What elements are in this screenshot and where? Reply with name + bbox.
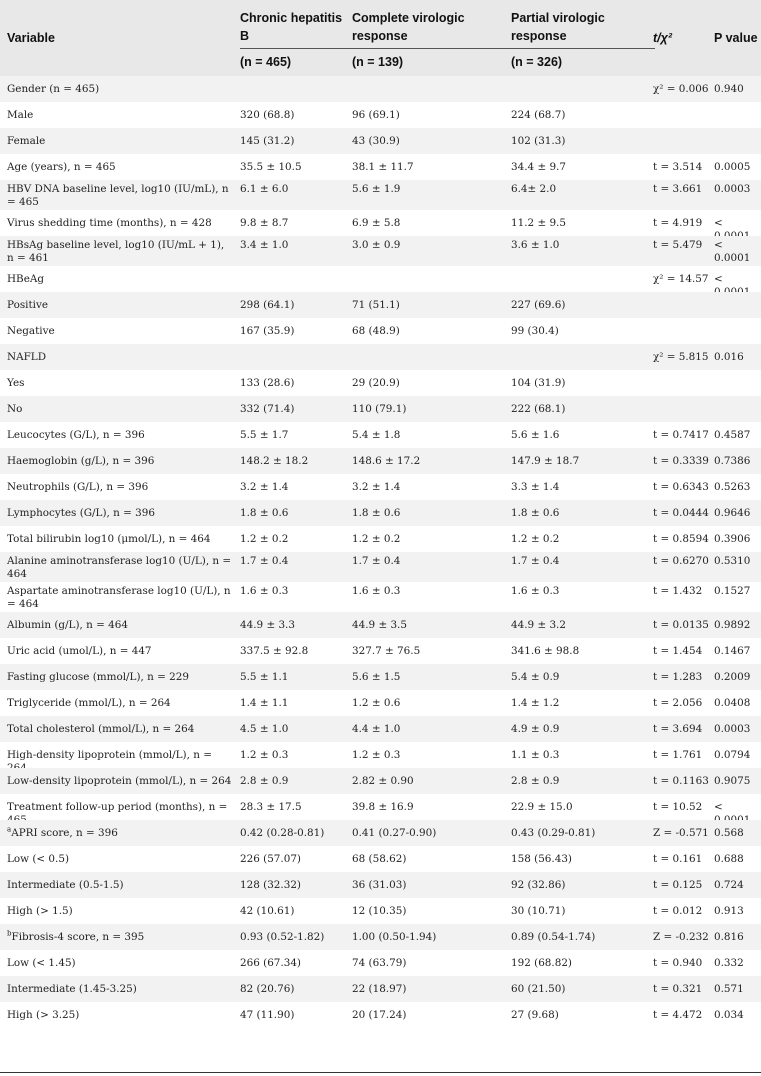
table-row [0, 638, 761, 664]
row-label: Neutrophils (G/L), n = 396 [7, 481, 149, 493]
cell-test-statistic: t = 0.6270 [653, 555, 709, 567]
table-row [0, 664, 761, 690]
row-label: Positive [7, 299, 48, 311]
cell-partial-response: 99 (30.4) [511, 325, 559, 337]
cell-complete-response: 43 (30.9) [352, 135, 400, 147]
cell-complete-response: 6.9 ± 5.8 [352, 217, 401, 229]
header-chb-line2: B [240, 29, 250, 43]
cell-p-value: 0.034 [714, 1009, 744, 1021]
cell-chronic-hepatitis-b: 28.3 ± 17.5 [240, 801, 302, 813]
cell-p-value: 0.4587 [714, 429, 751, 441]
row-label: Yes [7, 377, 25, 389]
cell-complete-response: 5.4 ± 1.8 [352, 429, 401, 441]
cell-p-value: 0.688 [714, 853, 744, 865]
cell-chronic-hepatitis-b: 337.5 ± 92.8 [240, 645, 309, 657]
row-label: Negative [7, 325, 55, 337]
row-label: Treatment follow-up period (months), n = [7, 801, 228, 813]
cell-test-statistic: t = 0.321 [653, 983, 703, 995]
row-label: NAFLD [7, 351, 47, 363]
row-label: Female [7, 135, 46, 147]
cell-chronic-hepatitis-b: 1.7 ± 0.4 [240, 555, 289, 567]
cell-test-statistic: t = 0.7417 [653, 429, 709, 441]
cell-p-value: 0.332 [714, 957, 744, 969]
cell-partial-response: 192 (68.82) [511, 957, 572, 969]
cell-p-value: 0.0005 [714, 161, 751, 173]
cell-chronic-hepatitis-b: 82 (20.76) [240, 983, 295, 995]
header-cvr-line1: Complete virologic [352, 11, 465, 25]
row-label: Virus shedding time (months), n = 428 [7, 217, 212, 229]
table-row [0, 422, 761, 448]
row-label: HBV DNA baseline level, log10 (IU/mL), n = 465 [7, 183, 229, 208]
cell-partial-response: 22.9 ± 15.0 [511, 801, 573, 813]
cell-chronic-hepatitis-b: 42 (10.61) [240, 905, 295, 917]
cell-p-value: < 0.0001 [714, 239, 751, 264]
cell-test-statistic: t = 1.761 [653, 749, 703, 761]
cell-partial-response: 104 (31.9) [511, 377, 566, 389]
cell-complete-response: 96 (69.1) [352, 109, 400, 121]
row-label [7, 827, 232, 840]
table-row [0, 582, 761, 612]
row-label: Lymphocytes (G/L), n = 396 [7, 507, 155, 519]
cell-complete-response: 71 (51.1) [352, 299, 400, 311]
cell-complete-response: 148.6 ± 17.2 [352, 455, 421, 467]
cell-partial-response: 5.6 ± 1.6 [511, 429, 560, 441]
table-row [0, 1002, 761, 1028]
row-label: Gender (n = 465) [7, 83, 100, 95]
table-row [0, 292, 761, 318]
table-row [0, 846, 761, 872]
cell-chronic-hepatitis-b: 2.8 ± 0.9 [240, 775, 289, 787]
table-row [0, 370, 761, 396]
row-label: Total bilirubin log10 (μmol/L), n = 464 [7, 533, 211, 545]
cell-test-statistic: t = 4.472 [653, 1009, 703, 1021]
cell-partial-response: 102 (31.3) [511, 135, 566, 147]
row-label: High (> 1.5) [7, 905, 73, 917]
row-label-text: Fibrosis-4 score, n = 395 [11, 931, 145, 943]
row-label: Alanine aminotransferase log10 (U/L), n = 464 [7, 555, 232, 580]
cell-p-value: 0.2009 [714, 671, 751, 683]
row-label: No [7, 403, 23, 415]
cell-chronic-hepatitis-b: 167 (35.9) [240, 325, 295, 337]
cell-complete-response: 3.2 ± 1.4 [352, 481, 401, 493]
cell-complete-response: 1.00 (0.50-1.94) [352, 931, 437, 943]
table-row [0, 236, 761, 266]
cell-chronic-hepatitis-b: 148.2 ± 18.2 [240, 455, 309, 467]
cell-partial-response: 4.9 ± 0.9 [511, 723, 560, 735]
table-row [0, 266, 761, 292]
cell-partial-response: 158 (56.43) [511, 853, 572, 865]
cell-p-value: < [714, 273, 723, 285]
table-row [0, 474, 761, 500]
footnote-marker: b [7, 929, 12, 938]
cell-partial-response: 92 (32.86) [511, 879, 566, 891]
cell-test-statistic: t = 0.0135 [653, 619, 709, 631]
cell-test-statistic: χ² = 5.815 [653, 351, 709, 363]
cell-test-statistic: t = 1.454 [653, 645, 703, 657]
row-label: Low (< 0.5) [7, 853, 69, 865]
cell-complete-response: 1.2 ± 0.2 [352, 533, 401, 545]
cell-chronic-hepatitis-b: 4.5 ± 1.0 [240, 723, 289, 735]
cell-chronic-hepatitis-b: 47 (11.90) [240, 1009, 295, 1021]
cell-chronic-hepatitis-b: 1.2 ± 0.3 [240, 749, 289, 761]
cell-partial-response: 227 (69.6) [511, 299, 566, 311]
cell-chronic-hepatitis-b: 0.93 (0.52-1.82) [240, 931, 325, 943]
row-label: Intermediate (0.5-1.5) [7, 879, 124, 891]
cell-complete-response: 1.6 ± 0.3 [352, 585, 401, 597]
header-n-cvr: (n = 139) [352, 55, 404, 69]
row-label: Leucocytes (G/L), n = 396 [7, 429, 145, 441]
table-row [0, 820, 761, 846]
cell-partial-response: 27 (9.68) [511, 1009, 559, 1021]
cell-chronic-hepatitis-b: 1.6 ± 0.3 [240, 585, 289, 597]
row-label: High-density lipoprotein (mmol/L), n = [7, 749, 212, 761]
cell-complete-response: 3.0 ± 0.9 [352, 239, 401, 251]
header-stat: t/χ² [653, 31, 673, 45]
cell-complete-response: 22 (18.97) [352, 983, 407, 995]
cell-chronic-hepatitis-b: 1.4 ± 1.1 [240, 697, 289, 709]
header-variable: Variable [7, 31, 55, 45]
cell-test-statistic: t = 3.694 [653, 723, 703, 735]
cell-p-value: < [714, 217, 723, 229]
table-row [0, 154, 761, 180]
cell-test-statistic: t = 3.661 [653, 183, 703, 195]
cell-chronic-hepatitis-b: 0.42 (0.28-0.81) [240, 827, 325, 839]
table-row [0, 76, 761, 102]
table-row [0, 500, 761, 526]
row-label: Low-density lipoprotein (mmol/L), n = 264 [7, 775, 232, 787]
cell-chronic-hepatitis-b: 1.2 ± 0.2 [240, 533, 289, 545]
cell-test-statistic: t = 0.161 [653, 853, 703, 865]
row-label: High (> 3.25) [7, 1009, 80, 1021]
cell-chronic-hepatitis-b: 298 (64.1) [240, 299, 295, 311]
header-cvr-line2: response [352, 29, 408, 43]
cell-p-value: 0.940 [714, 83, 744, 95]
cell-chronic-hepatitis-b: 226 (57.07) [240, 853, 301, 865]
cell-partial-response: 1.1 ± 0.3 [511, 749, 560, 761]
header-n-chb: (n = 465) [240, 55, 292, 69]
table-row [0, 768, 761, 794]
cell-complete-response: 44.9 ± 3.5 [352, 619, 407, 631]
row-label: Male [7, 109, 34, 121]
cell-complete-response: 5.6 ± 1.9 [352, 183, 401, 195]
header-pvr-line1: Partial virologic [511, 11, 605, 25]
cell-chronic-hepatitis-b: 145 (31.2) [240, 135, 295, 147]
cell-p-value: 0.016 [714, 351, 744, 363]
cell-partial-response: 60 (21.50) [511, 983, 566, 995]
cell-p-value: 0.816 [714, 931, 744, 943]
header-pvr-line2: response [511, 29, 567, 43]
cell-test-statistic: t = 0.6343 [653, 481, 709, 493]
row-label: Fasting glucose (mmol/L), n = 229 [7, 671, 189, 683]
cell-complete-response: 4.4 ± 1.0 [352, 723, 401, 735]
cell-test-statistic: χ² = 14.57 [653, 273, 709, 285]
row-label: Age (years), n = 465 [7, 161, 116, 173]
cell-test-statistic: t = 2.056 [653, 697, 703, 709]
cell-partial-response: 11.2 ± 9.5 [511, 217, 566, 229]
row-label: Haemoglobin (g/L), n = 396 [7, 455, 155, 467]
cell-chronic-hepatitis-b: 3.4 ± 1.0 [240, 239, 289, 251]
cell-complete-response: 68 (48.9) [352, 325, 400, 337]
cell-test-statistic: t = 3.514 [653, 161, 703, 173]
cell-p-value: 0.9646 [714, 507, 751, 519]
cell-p-value: 0.0003 [714, 723, 751, 735]
table-row [0, 742, 761, 768]
table-row [0, 924, 761, 950]
cell-complete-response: 39.8 ± 16.9 [352, 801, 414, 813]
cell-p-value: 0.0003 [714, 183, 751, 195]
cell-partial-response: 2.8 ± 0.9 [511, 775, 560, 787]
table-row [0, 210, 761, 236]
table-row [0, 872, 761, 898]
row-label: HBsAg baseline level, log10 (IU/mL + 1), n = 461 [7, 239, 225, 264]
cell-p-value: 0.5310 [714, 555, 751, 567]
cell-partial-response: 1.2 ± 0.2 [511, 533, 560, 545]
cell-p-value: 0.1467 [714, 645, 751, 657]
row-label: Low (< 1.45) [7, 957, 76, 969]
cell-partial-response: 1.4 ± 1.2 [511, 697, 560, 709]
cell-complete-response: 29 (20.9) [352, 377, 400, 389]
row-label: Albumin (g/L), n = 464 [7, 619, 128, 631]
cell-chronic-hepatitis-b: 133 (28.6) [240, 377, 295, 389]
row-label: Intermediate (1.45-3.25) [7, 983, 137, 995]
table-row [0, 950, 761, 976]
cell-p-value: 0.7386 [714, 455, 751, 467]
cell-chronic-hepatitis-b: 44.9 ± 3.3 [240, 619, 295, 631]
table-row [0, 318, 761, 344]
table-row [0, 552, 761, 582]
cell-chronic-hepatitis-b: 5.5 ± 1.1 [240, 671, 289, 683]
cell-complete-response: 5.6 ± 1.5 [352, 671, 401, 683]
cell-complete-response: 1.7 ± 0.4 [352, 555, 401, 567]
cell-p-value: 0.0408 [714, 697, 751, 709]
cell-partial-response: 30 (10.71) [511, 905, 566, 917]
cell-test-statistic: t = 0.012 [653, 905, 703, 917]
header-n-pvr: (n = 326) [511, 55, 563, 69]
cell-p-value: < [714, 801, 723, 813]
cell-partial-response: 34.4 ± 9.7 [511, 161, 566, 173]
cell-partial-response: 5.4 ± 0.9 [511, 671, 560, 683]
row-label-text: APRI score, n = 396 [11, 827, 118, 839]
cell-test-statistic: t = 1.432 [653, 585, 703, 597]
cell-complete-response: 36 (31.03) [352, 879, 407, 891]
cell-chronic-hepatitis-b: 1.8 ± 0.6 [240, 507, 289, 519]
cell-partial-response: 341.6 ± 98.8 [511, 645, 580, 657]
cell-test-statistic: t = 0.125 [653, 879, 703, 891]
cell-partial-response: 1.8 ± 0.6 [511, 507, 560, 519]
cell-partial-response: 0.43 (0.29-0.81) [511, 827, 596, 839]
cell-chronic-hepatitis-b: 9.8 ± 8.7 [240, 217, 289, 229]
header-divider [240, 48, 655, 49]
cell-partial-response: 6.4± 2.0 [511, 183, 557, 195]
cell-partial-response: 0.89 (0.54-1.74) [511, 931, 596, 943]
table-row [0, 344, 761, 370]
cell-complete-response: 1.2 ± 0.6 [352, 697, 401, 709]
cell-test-statistic: t = 0.8594 [653, 533, 709, 545]
cell-p-value: 0.5263 [714, 481, 751, 493]
cell-test-statistic: t = 0.1163 [653, 775, 709, 787]
cell-complete-response: 110 (79.1) [352, 403, 407, 415]
cell-complete-response: 74 (63.79) [352, 957, 407, 969]
table-row [0, 102, 761, 128]
table-row [0, 612, 761, 638]
cell-chronic-hepatitis-b: 320 (68.8) [240, 109, 295, 121]
table-row [0, 690, 761, 716]
header-chb-line1: Chronic hepatitis [240, 11, 343, 25]
row-label [7, 931, 232, 944]
cell-test-statistic: χ² = 0.006 [653, 83, 709, 95]
cell-p-value: 0.913 [714, 905, 744, 917]
table-row [0, 128, 761, 154]
table-row [0, 526, 761, 552]
cell-chronic-hepatitis-b: 6.1 ± 6.0 [240, 183, 289, 195]
footnote-marker: a [7, 825, 12, 834]
cell-chronic-hepatitis-b: 128 (32.32) [240, 879, 301, 891]
cell-chronic-hepatitis-b: 5.5 ± 1.7 [240, 429, 289, 441]
cell-partial-response: 3.6 ± 1.0 [511, 239, 560, 251]
cell-p-value: 0.571 [714, 983, 744, 995]
cell-complete-response: 68 (58.62) [352, 853, 407, 865]
header-pvalue: P value [714, 31, 758, 45]
cell-chronic-hepatitis-b: 35.5 ± 10.5 [240, 161, 302, 173]
table-row [0, 396, 761, 422]
cell-test-statistic: t = 10.52 [653, 801, 703, 813]
cell-p-value: 0.568 [714, 827, 744, 839]
cell-partial-response: 1.6 ± 0.3 [511, 585, 560, 597]
cell-partial-response: 222 (68.1) [511, 403, 566, 415]
cell-chronic-hepatitis-b: 3.2 ± 1.4 [240, 481, 289, 493]
bottom-rule [0, 1072, 761, 1073]
cell-chronic-hepatitis-b: 266 (67.34) [240, 957, 301, 969]
table-row [0, 898, 761, 924]
cell-complete-response: 1.2 ± 0.3 [352, 749, 401, 761]
table-row [0, 448, 761, 474]
cell-test-statistic: t = 0.0444 [653, 507, 709, 519]
row-label: Aspartate aminotransferase log10 (U/L), n = 464 [7, 585, 231, 610]
cell-complete-response: 1.8 ± 0.6 [352, 507, 401, 519]
cell-p-value: 0.9075 [714, 775, 751, 787]
cell-test-statistic: t = 5.479 [653, 239, 703, 251]
cell-complete-response: 20 (17.24) [352, 1009, 407, 1021]
cell-test-statistic: t = 0.3339 [653, 455, 709, 467]
cell-complete-response: 38.1 ± 11.7 [352, 161, 414, 173]
row-label: Uric acid (umol/L), n = 447 [7, 645, 152, 657]
table-header [0, 0, 761, 76]
cell-test-statistic: Z = -0.571 [653, 827, 709, 839]
table-row [0, 716, 761, 742]
cell-p-value: 0.1527 [714, 585, 751, 597]
cell-partial-response: 3.3 ± 1.4 [511, 481, 560, 493]
table-row [0, 794, 761, 820]
cell-complete-response: 2.82 ± 0.90 [352, 775, 414, 787]
cell-partial-response: 224 (68.7) [511, 109, 566, 121]
cell-p-value: 0.724 [714, 879, 744, 891]
cell-chronic-hepatitis-b: 332 (71.4) [240, 403, 295, 415]
row-label: Total cholesterol (mmol/L), n = 264 [7, 723, 195, 735]
table-row [0, 180, 761, 210]
cell-p-value: 0.9892 [714, 619, 751, 631]
cell-complete-response: 12 (10.35) [352, 905, 407, 917]
cell-test-statistic: Z = -0.232 [653, 931, 709, 943]
cell-partial-response: 147.9 ± 18.7 [511, 455, 580, 467]
cell-partial-response: 44.9 ± 3.2 [511, 619, 566, 631]
cell-partial-response: 1.7 ± 0.4 [511, 555, 560, 567]
cell-test-statistic: t = 4.919 [653, 217, 703, 229]
cell-test-statistic: t = 1.283 [653, 671, 703, 683]
cell-test-statistic: t = 0.940 [653, 957, 703, 969]
table-row [0, 976, 761, 1002]
cell-complete-response: 0.41 (0.27-0.90) [352, 827, 437, 839]
row-label: HBeAg [7, 273, 45, 285]
cell-p-value: 0.0794 [714, 749, 751, 761]
cell-complete-response: 327.7 ± 76.5 [352, 645, 421, 657]
row-label: Triglyceride (mmol/L), n = 264 [7, 697, 171, 709]
cell-p-value: 0.3906 [714, 533, 751, 545]
